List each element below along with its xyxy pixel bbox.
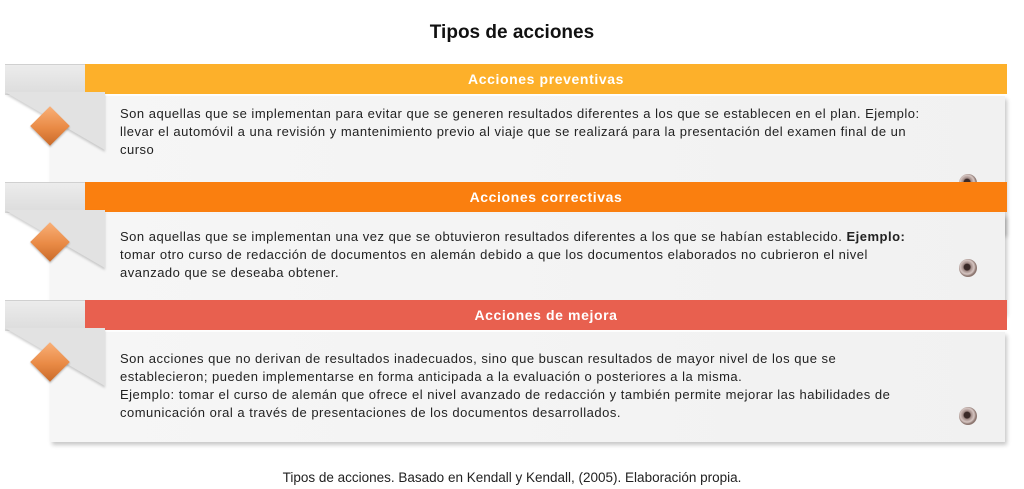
section-header-preventive: Acciones preventivas [85, 64, 1007, 94]
section-header-corrective: Acciones correctivas [85, 182, 1007, 212]
section-card [50, 214, 1005, 314]
knob-icon [959, 259, 977, 277]
section-header-improvement: Acciones de mejora [85, 300, 1007, 330]
folder-tab [5, 182, 85, 213]
folder-tab [5, 64, 85, 95]
section-text [120, 105, 925, 159]
folder-tab [5, 300, 85, 331]
section-text [120, 228, 925, 282]
section-paragraph: Ejemplo: tomar el curso de alemán que ofrece el nivel avanzado de redacción y también permite mejorar las habilidades de comunicación oral a través de presentaciones de los documentos desarrollados. [120, 387, 891, 420]
figure-caption: Tipos de acciones. Basado en Kendall y Kendall, (2005). Elaboración propia. [282, 470, 742, 485]
section-card [50, 332, 1005, 442]
page-title: Tipos de acciones [429, 22, 595, 43]
section-text [120, 350, 925, 422]
section-paragraph: tomar otro curso de redacción de documentos en alemán debido a que los documentos elaborados no cubrieron el nivel avanzado que se deseaba obtener. [120, 247, 868, 280]
section-paragraph: Son aquellas que se implementan una vez que se obtuvieron resultados diferentes a los que se habían establecido. [120, 229, 843, 244]
example-label: Ejemplo: [846, 229, 906, 244]
knob-icon [959, 407, 977, 425]
section-paragraph: Son acciones que no derivan de resultados inadecuados, sino que buscan resultados de mayor nivel de los que se establecieron; pueden implementarse en forma anticipada a la evaluación o posteriores a la misma. [120, 351, 837, 384]
section-paragraph: Son aquellas que se implementan para evitar que se generen resultados diferentes a los que se establecen en el plan. Ejemplo: llevar el automóvil a una revisión y mantenimiento previo al viaje que se realizará para la presentación del examen final de un curso [120, 106, 920, 157]
